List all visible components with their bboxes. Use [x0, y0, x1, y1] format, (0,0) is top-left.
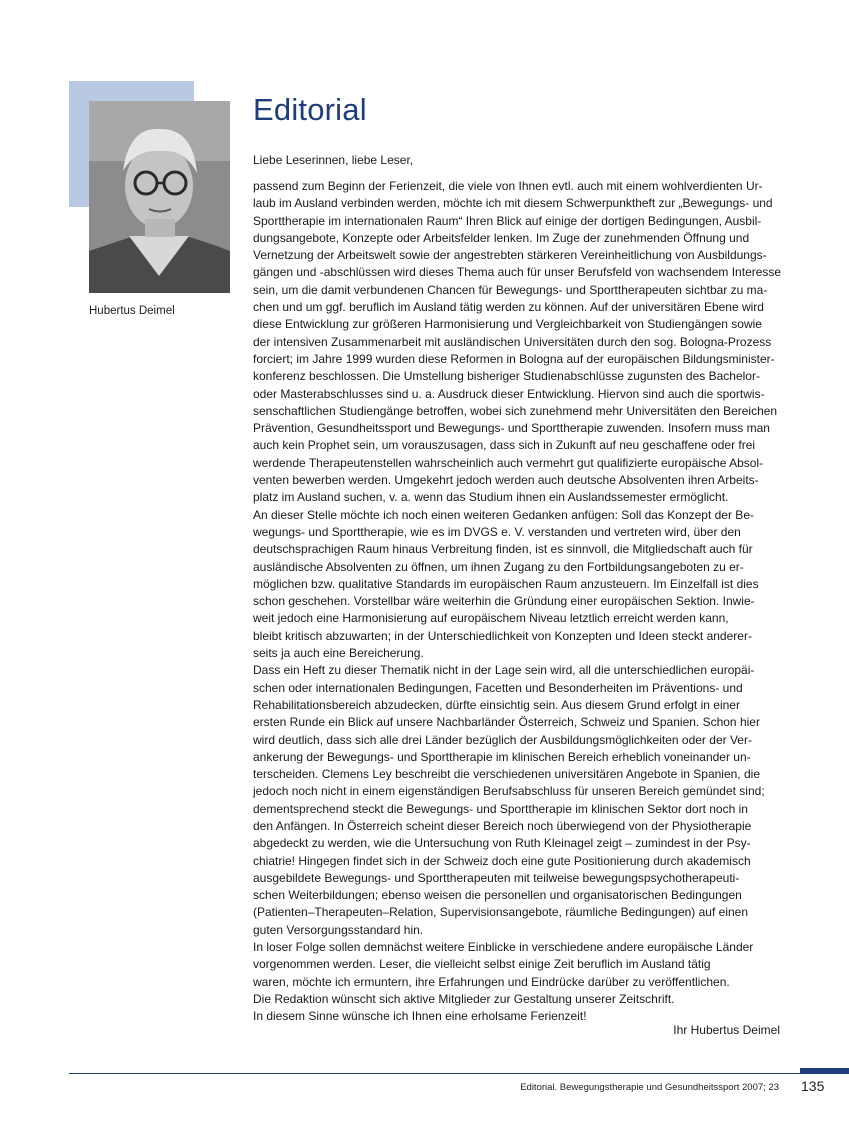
body-line: dungsangebote, Konzepte oder Arbeitsfelder lenken. Im Zuge der zunehmenden Öffnung und — [253, 230, 750, 245]
body-line: werdende Therapeutenstellen wahrscheinlich auch vermehrt gut qualifizierte europäische Absol- — [253, 455, 764, 470]
body-line: der intensiven Zusammenarbeit mit ausländischen Universitäten durch den sog. Bologna-Prozess — [253, 334, 772, 349]
body-line: Vernetzung der Arbeitswelt sowie der angestrebten stärkeren Vereinheitlichung von Ausbildungs- — [253, 248, 767, 263]
body-line: chiatrie! Hingegen findet sich in der Schweiz doch eine gute Positionierung durch akademisch — [253, 853, 751, 868]
body-line: Prävention, Gesundheitssport und Bewegungs- und Sporttherapie zuwenden. Insofern muss man — [253, 421, 770, 436]
body-line: jedoch noch nicht in einem eigenständigen Berufsabschluss für unseren Bereich gemündet sind; — [253, 784, 765, 799]
body-line: abgedeckt zu werden, wie die Untersuchung von Ruth Kleinagel zeigt – zumindest in der Psy- — [253, 836, 751, 851]
body-line: ausgebildete Bewegungs- und Sporttherapeuten mit teilweise bewegungspsychotherapeuti- — [253, 870, 740, 885]
body-line: chen und um ggf. beruflich im Ausland tätig werden zu können. Auf der universitären Ebene wird — [253, 300, 764, 315]
body-line: Dass ein Heft zu dieser Thematik nicht in der Lage sein wird, all die unterschiedlichen europäi- — [253, 663, 755, 678]
body-line: weit jedoch eine Harmonisierung auf europäischem Niveau letztlich erreicht werden kann, — [253, 611, 729, 626]
body-line: Die Redaktion wünscht sich aktive Mitglieder zur Gestaltung unserer Zeitschrift. — [253, 991, 675, 1006]
body-line: dementsprechend steckt die Bewegungs- und Sporttherapie im klinischen Sektor dort noch in — [253, 801, 748, 816]
body-line: ankerung der Bewegungs- und Sporttherapie im klinischen Bereich erheblich voneinander un- — [253, 749, 751, 764]
body-line: In loser Folge sollen demnächst weitere Einblicke in verschiedene andere europäische Länder — [253, 940, 754, 955]
body-line: wegungs- und Sporttherapie, wie es im DVGS e. V. verstanden und vertreten wird, über den — [253, 524, 741, 539]
page-number: 135 — [801, 1078, 825, 1094]
body-line: möglichen bzw. qualitative Standards im europäischen Raum anzusteuern. Im Einzelfall ist dies — [253, 576, 759, 591]
body-line: In diesem Sinne wünsche ich Ihnen eine erholsame Ferienzeit! — [253, 1009, 587, 1024]
body-line: vorgenommen werden. Leser, die vielleicht selbst einige Zeit beruflich im Ausland tätig — [253, 957, 711, 972]
body-line: oder Masterabschlusses sind u. a. Ausdruck dieser Entwicklung. Hiervon sind auch die sportwis- — [253, 386, 765, 401]
body-line: Sporttherapie im internationalen Raum“ Ihren Blick auf einige der dortigen Bedingungen, Ausbil- — [253, 213, 762, 228]
body-line: guten Versorgungsstandard hin. — [253, 922, 424, 937]
body-line: platz im Ausland suchen, v. a. wenn das Studium ihnen ein Auslandssemester ermöglicht. — [253, 490, 729, 505]
salutation: Liebe Leserinnen, liebe Leser, — [253, 153, 414, 167]
body-line: ersten Runde ein Blick auf unsere Nachbarländer Österreich, Schweiz und Spanien. Schon hier — [253, 715, 760, 730]
body-line: sein, um die damit verbundenen Chancen für Bewegungs- und Sporttherapeuten sichtbar zu ma- — [253, 282, 768, 297]
editorial-body — [253, 178, 783, 1026]
body-line: laub im Ausland verbinden werden, möchte ich mit diesem Schwerpunktheft zur „Bewegungs- und — [253, 196, 773, 211]
body-line: konferenz beschlossen. Die Umstellung bisheriger Studienabschlüsse zugunsten des Bachelor- — [253, 369, 760, 384]
body-line: Rehabilitationsbereich abzudecken, dürfte einsichtig sein. Aus diesem Grund erfolgt in einer — [253, 697, 740, 712]
body-line: diese Entwicklung zur größeren Harmonisierung und Vergleichbarkeit von Studiengängen sowie — [253, 317, 762, 332]
body-line: ausländische Absolventen zu öffnen, um ihnen Zugang zu den Fortbildungsangeboten zu er- — [253, 559, 744, 574]
body-line: schen Weiterbildungen; ebenso weisen die personellen und organisatorischen Bedingungen — [253, 888, 742, 903]
body-line: senschaftlichen Studiengänge betroffen, wobei sich zunehmend mehr Universitäten den Bereichen — [253, 403, 778, 418]
body-line: schon geschehen. Vorstellbar wäre weiterhin die Gründung einer europäischen Sektion. Inwie- — [253, 594, 755, 609]
body-line: passend zum Beginn der Ferienzeit, die viele von Ihnen evtl. auch mit einem wohlverdienten Ur- — [253, 179, 763, 193]
body-line: gängen und -abschlüssen wird dieses Thema auch für unser Berufsfeld von wachsendem Interesse — [253, 265, 782, 280]
body-line: auch kein Prophet sein, um vorauszusagen, dass sich in Zukunft auf neu geschaffene oder frei — [253, 438, 756, 453]
footer-rule-tab — [800, 1068, 849, 1074]
signature: Ihr Hubertus Deimel — [673, 1023, 780, 1037]
body-line: wird deutlich, dass sich alle drei Länder bezüglich der Ausbildungsmöglichkeiten oder der Ver- — [253, 732, 752, 747]
footer-reference: Editorial. Bewegungstherapie und Gesundheitssport 2007; 23 — [520, 1082, 779, 1093]
page-title: Editorial — [253, 92, 367, 127]
body-line: terscheiden. Clemens Ley beschreibt die verschiedenen universitären Angebote in Spanien, die — [253, 767, 760, 782]
photo-caption: Hubertus Deimel — [89, 305, 175, 317]
body-line: forciert; im Jahre 1999 wurden diese Reformen in Bologna auf der europäischen Bildungsminister- — [253, 351, 775, 366]
footer-rule — [69, 1073, 849, 1074]
body-line: waren, möchte ich ermuntern, ihre Erfahrungen und Eindrücke darüber zu veröffentlichen. — [253, 974, 730, 989]
body-line: (Patienten–Therapeuten–Relation, Supervisionsangebote, räumliche Bedingungen) auf einen — [253, 905, 749, 920]
author-photo — [89, 101, 230, 293]
body-line: An dieser Stelle möchte ich noch einen weiteren Gedanken anfügen: Soll das Konzept der Be- — [253, 507, 754, 522]
body-line: schen oder internationalen Bedingungen, Facetten und Besonderheiten im Präventions- und — [253, 680, 743, 695]
body-line: bleibt kritisch abzuwarten; in der Unterschiedlichkeit von Konzepten und Ideen steckt anderer- — [253, 628, 752, 643]
body-line: den Anfängen. In Österreich scheint dieser Bereich noch überwiegend von der Physiotherapie — [253, 818, 752, 833]
body-line: venten bewerben werden. Umgekehrt jedoch werden auch deutsche Absolventen ihren Arbeits- — [253, 473, 759, 488]
body-line: seits ja auch eine Bereicherung. — [253, 646, 424, 661]
body-line: deutschsprachigen Raum hinaus Verbreitung finden, ist es sinnvoll, die Mitgliedschaft auch für — [253, 542, 753, 557]
